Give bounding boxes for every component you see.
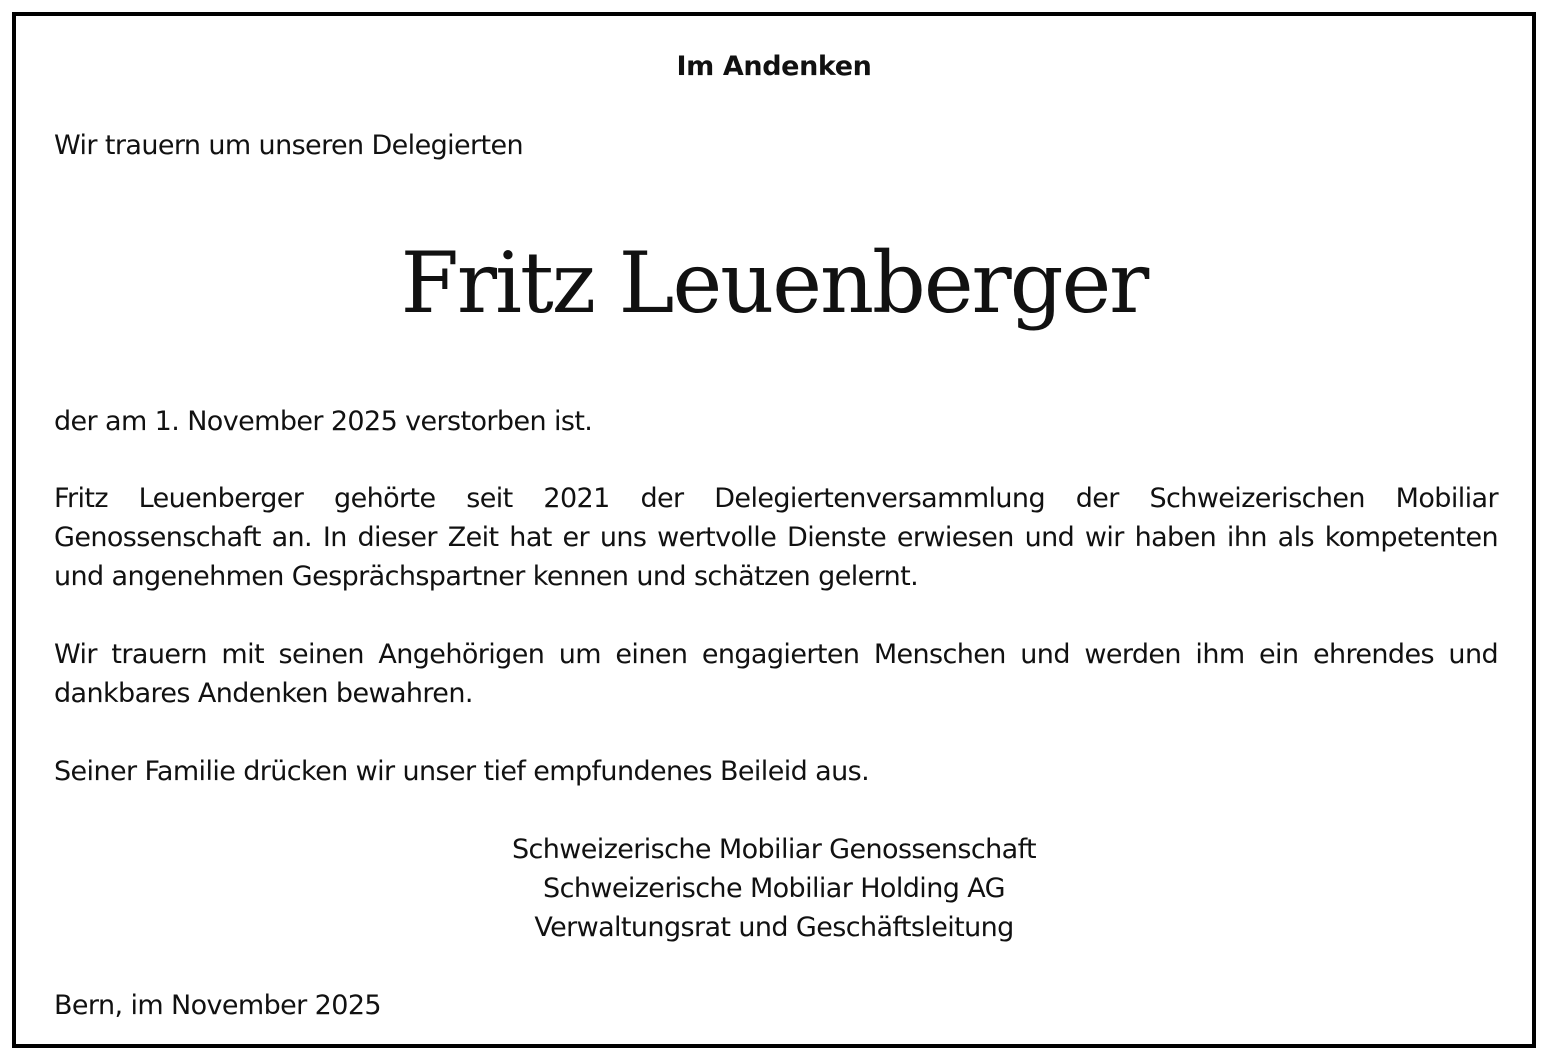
intro-line: Wir trauern um unseren Delegierten <box>54 130 524 161</box>
place-date-line: Bern, im November 2025 <box>54 990 381 1021</box>
obituary-notice <box>12 12 1536 1048</box>
tribute-paragraph: Fritz Leuenberger gehörte seit 2021 der Delegiertenversammlung der Schweizerischen Mobiliar Genossenschaft an. In dieser Zeit hat er uns wertvolle Dienste erwiesen und wir haben ihn als kompetenten und angenehmen Gesprächspartner kennen und schätzen gelernt. <box>54 483 1498 592</box>
mourning-paragraph: Wir trauern mit seinen Angehörigen um einen engagierten Menschen und werden ihm ein ehrendes und dankbares Andenken bewahren. <box>54 639 1498 709</box>
signatory-line: Verwaltungsrat und Geschäftsleitung <box>534 912 1014 943</box>
signatory-line: Schweizerische Mobiliar Holding AG <box>543 873 1005 904</box>
deceased-name: Fritz Leuenberger <box>400 234 1148 332</box>
notice-heading: Im Andenken <box>676 51 872 82</box>
signatory-line: Schweizerische Mobiliar Genossenschaft <box>512 834 1036 865</box>
condolence-paragraph: Seiner Familie drücken wir unser tief empfundenes Beileid aus. <box>54 756 870 787</box>
death-date-line: der am 1. November 2025 verstorben ist. <box>54 406 593 437</box>
